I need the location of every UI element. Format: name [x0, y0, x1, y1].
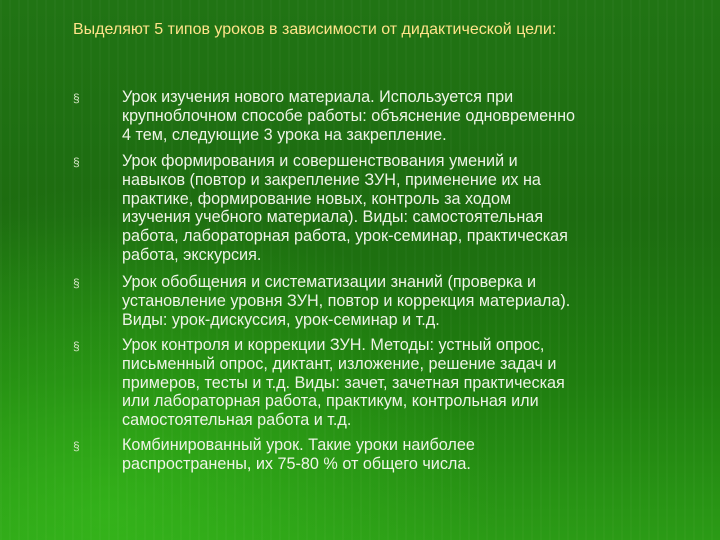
text-line: работа, лабораторная работа, урок-семинар, практическая	[122, 227, 568, 246]
text-line: установление уровня ЗУН, повтор и коррекция материала).	[122, 291, 571, 310]
list-item-text	[122, 436, 697, 474]
list-item-text	[122, 273, 697, 329]
text-line: Урок формирования и совершенствования умений и	[122, 152, 518, 170]
text-line: работа, экскурсия.	[122, 245, 262, 264]
text-line: Урок контроля и коррекции ЗУН. Методы: устный опрос,	[122, 336, 545, 354]
bullet-icon: §	[73, 155, 80, 169]
text-line: практике, формирование новых, контроль за ходом	[122, 189, 512, 208]
slide-title: Выделяют 5 типов уроков в зависимости от дидактической цели:	[73, 21, 557, 38]
text-line: Комбинированный урок. Такие уроки наиболее	[122, 436, 475, 454]
bullet-icon: §	[73, 339, 80, 353]
text-line: крупноблочном способе работы: объяснение одновременно	[122, 106, 576, 125]
text-line: Урок обобщения и систематизации знаний (проверка и	[122, 273, 537, 291]
text-line: навыков (повтор и закрепление ЗУН, применение их на	[122, 170, 541, 189]
text-line: распространены, их 75-80 % от общего числа.	[122, 454, 471, 473]
bullet-icon: §	[73, 276, 80, 290]
text-line: примеров, тесты и т.д. Виды: зачет, зачетная практическая	[122, 373, 565, 392]
text-line: 4 тем, следующие 3 урока на закрепление.	[122, 125, 447, 144]
list-item-text	[122, 152, 697, 265]
list-item-text	[122, 88, 697, 144]
text-line: самостоятельная работа и т.д.	[122, 411, 352, 430]
bullet-icon: §	[73, 439, 80, 453]
text-line: изучения учебного материала). Виды: самостоятельная	[122, 208, 544, 227]
text-line: письменный опрос, диктант, изложение, решение задач и	[122, 354, 557, 373]
text-line: или лабораторная работа, практикум, контрольная или	[122, 392, 539, 411]
text-line: Урок изучения нового материала. Используется при	[122, 88, 514, 106]
text-line: Виды: урок-дискуссия, урок-семинар и т.д.	[122, 310, 440, 329]
list-item-text	[122, 336, 697, 430]
bullet-icon: §	[73, 91, 80, 105]
